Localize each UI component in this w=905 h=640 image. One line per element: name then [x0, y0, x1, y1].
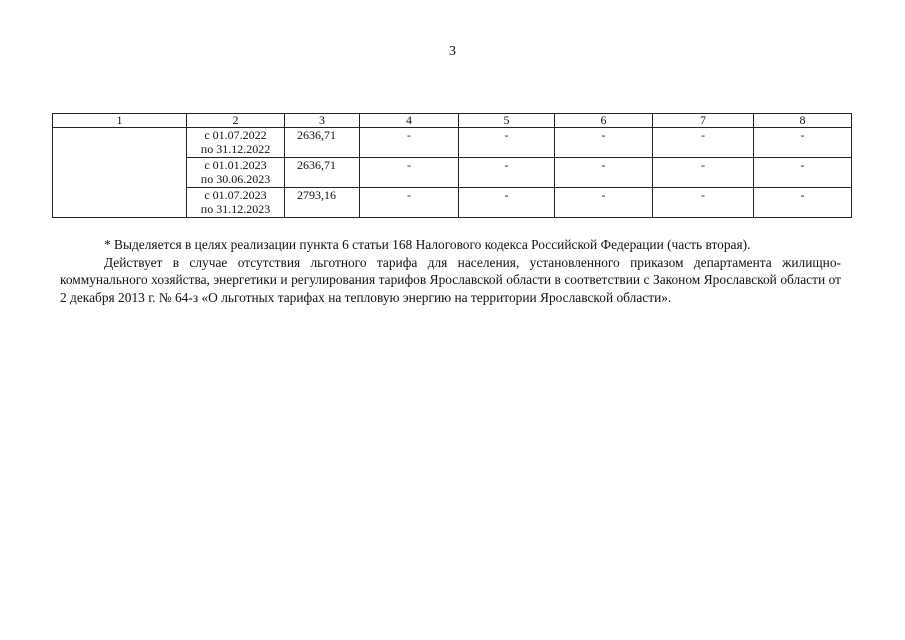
table-cell: - [754, 158, 852, 188]
period-cell [187, 188, 285, 218]
notes-section [60, 236, 841, 306]
table-cell: - [653, 188, 754, 218]
table-row [53, 128, 852, 158]
table-cell: - [555, 188, 653, 218]
page-number: 3 [449, 44, 456, 59]
table-cell: - [360, 158, 459, 188]
column-header: 2 [187, 114, 285, 128]
table-cell: - [555, 158, 653, 188]
period-to: по 31.12.2023 [200, 202, 271, 216]
column-header: 4 [360, 114, 459, 128]
table-cell: - [360, 188, 459, 218]
tariff-value-cell: 2636,71 [285, 128, 360, 158]
table-header-row [53, 114, 852, 128]
period-from: с 01.07.2022 [204, 128, 267, 142]
period-from: с 01.07.2023 [204, 188, 267, 202]
table-cell: - [459, 158, 555, 188]
table-cell: - [459, 128, 555, 158]
note-paragraph: Действует в случае отсутствия льготного тарифа для населения, установленного приказом департамента жилищно-коммунального хозяйства, энергетики и регулирования тарифов Ярославской области в соответствии с Законом Ярославской области от 2 декабря 2013 г. № 64-з «О льготных тарифах на тепловую энергию на территории Ярославской области». [60, 254, 841, 305]
merged-empty-cell [53, 128, 187, 218]
tariff-table [52, 113, 852, 218]
table-cell: - [653, 158, 754, 188]
period-cell [187, 158, 285, 188]
footnote: * Выделяется в целях реализации пункта 6 статьи 168 Налогового кодекса Российской Федерации (часть вторая). [104, 237, 751, 252]
table-cell: - [653, 128, 754, 158]
table-cell: - [459, 188, 555, 218]
table-cell: - [754, 188, 852, 218]
column-header: 3 [285, 114, 360, 128]
column-header: 5 [459, 114, 555, 128]
column-header: 6 [555, 114, 653, 128]
table-cell: - [555, 128, 653, 158]
column-header: 7 [653, 114, 754, 128]
column-header: 1 [53, 114, 187, 128]
period-to: по 31.12.2022 [200, 142, 271, 156]
column-header: 8 [754, 114, 852, 128]
table-cell: - [754, 128, 852, 158]
period-cell [187, 128, 285, 158]
tariff-value-cell: 2793,16 [285, 188, 360, 218]
table-cell: - [360, 128, 459, 158]
period-to: по 30.06.2023 [200, 172, 271, 186]
tariff-value-cell: 2636,71 [285, 158, 360, 188]
period-from: с 01.01.2023 [204, 158, 267, 172]
